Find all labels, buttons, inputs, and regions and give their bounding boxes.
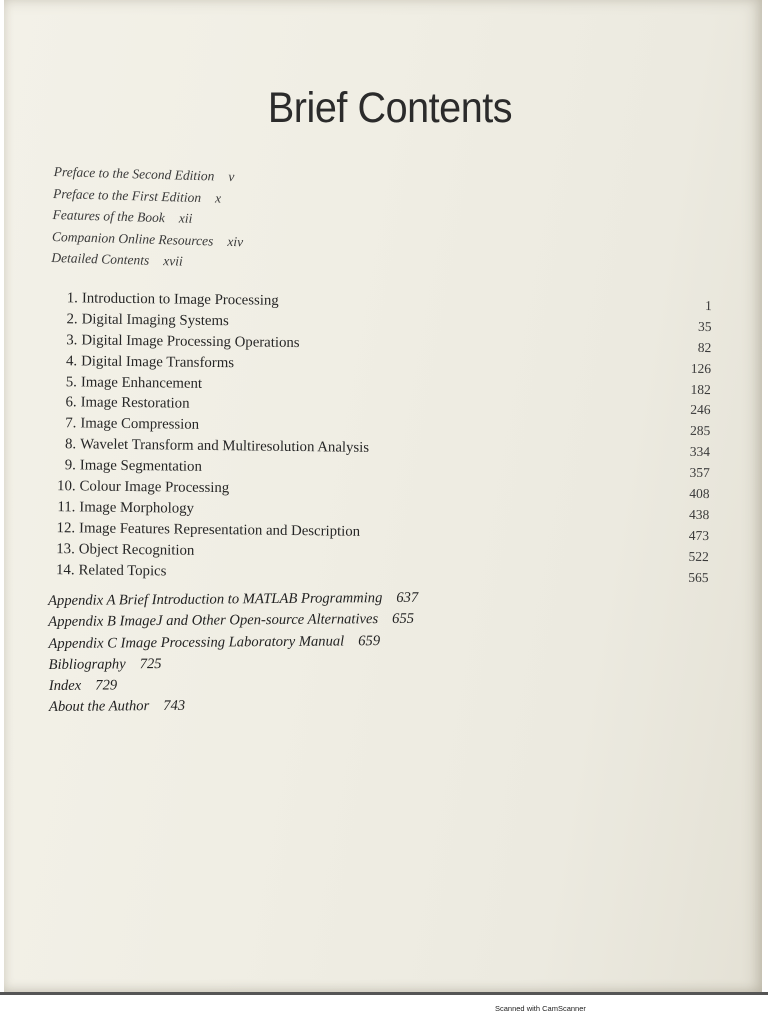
chapter-list (46, 290, 720, 591)
chapter-title: Colour Image Processing (79, 478, 230, 497)
chapter-title: Wavelet Transform and Multiresolution Analysis (80, 436, 370, 457)
back-matter-item (49, 696, 489, 721)
front-matter-label: Detailed Contents (51, 249, 150, 268)
chapter-page: 285 (689, 423, 711, 439)
front-matter-page: x (214, 190, 222, 206)
back-matter-label: Appendix A Brief Introduction to MATLAB Programming (48, 590, 383, 609)
front-matter-label: Features of the Book (52, 206, 166, 226)
back-matter-page: 637 (396, 589, 419, 606)
back-matter-label: Appendix C Image Processing Laboratory Manual (48, 633, 345, 652)
chapter-page: 408 (689, 485, 710, 502)
front-matter-page: xiv (227, 233, 244, 249)
chapter-title: Object Recognition (78, 541, 195, 559)
chapter-page: 473 (688, 527, 710, 543)
chapter-number: 11. (57, 499, 76, 516)
chapter-title: Image Segmentation (79, 457, 202, 475)
back-matter-page: 655 (392, 611, 415, 628)
back-matter-page: 729 (95, 677, 118, 694)
chapter-title: Introduction to Image Processing (81, 290, 279, 309)
back-matter-label: About the Author (48, 698, 150, 716)
chapter-number: 4. (65, 352, 78, 370)
chapter-page: 522 (688, 548, 709, 564)
chapter-page: 182 (690, 381, 711, 397)
chapter-number: 1. (66, 290, 78, 307)
back-matter-label: Index (48, 677, 82, 695)
front-matter-label: Preface to the First Edition (52, 185, 202, 205)
front-matter-label: Preface to the Second Edition (53, 164, 215, 184)
chapter-number: 8. (64, 436, 77, 453)
chapter-page: 82 (697, 339, 712, 355)
chapter-number: 13. (56, 540, 75, 558)
chapter-page: 246 (690, 402, 711, 418)
back-matter-page: 659 (358, 632, 381, 649)
chapter-page: 126 (690, 360, 712, 376)
chapter-number: 9. (64, 457, 76, 474)
chapter-title: Image Enhancement (80, 373, 203, 392)
chapter-page: 438 (688, 506, 710, 522)
chapter-page: 565 (688, 569, 709, 585)
front-matter-page: xii (178, 210, 193, 226)
chapter-page: 334 (689, 444, 711, 460)
back-matter-page: 725 (139, 655, 162, 673)
chapter-number: 5. (65, 373, 77, 390)
chapter-title: Digital Imaging Systems (81, 311, 229, 330)
chapter-page: 357 (689, 464, 710, 481)
back-matter-list (48, 589, 489, 721)
front-matter-list (51, 164, 394, 281)
chapter-title: Image Features Representation and Description (78, 520, 361, 540)
front-matter-page: v (228, 168, 235, 185)
chapter-title: Related Topics (78, 561, 167, 580)
back-matter-label: Bibliography (48, 656, 126, 673)
chapter-title: Image Restoration (80, 394, 190, 413)
chapter-title: Image Compression (80, 415, 200, 434)
page-title: Brief Contents (267, 84, 513, 132)
back-matter-label: Appendix B ImageJ and Other Open-source Alternatives (48, 611, 379, 631)
front-matter-page: xvii (163, 253, 183, 269)
chapter-number: 2. (66, 311, 78, 328)
chapter-title: Image Morphology (79, 499, 195, 517)
back-matter-page: 743 (163, 698, 186, 715)
chapter-page: 35 (698, 318, 712, 334)
chapter-title: Digital Image Processing Operations (81, 332, 300, 351)
scanner-watermark: Scanned with CamScanner (495, 1004, 586, 1013)
chapter-page: 1 (705, 298, 712, 314)
front-matter-label: Companion Online Resources (51, 228, 214, 248)
page-edge (0, 992, 768, 995)
chapter-number: 6. (65, 394, 77, 411)
chapter-number: 7. (65, 415, 77, 432)
chapter-number: 14. (55, 561, 75, 578)
chapter-number: 12. (56, 519, 76, 537)
chapter-number: 3. (66, 331, 78, 349)
chapter-title: Digital Image Transforms (81, 353, 235, 371)
chapter-number: 10. (57, 478, 76, 495)
